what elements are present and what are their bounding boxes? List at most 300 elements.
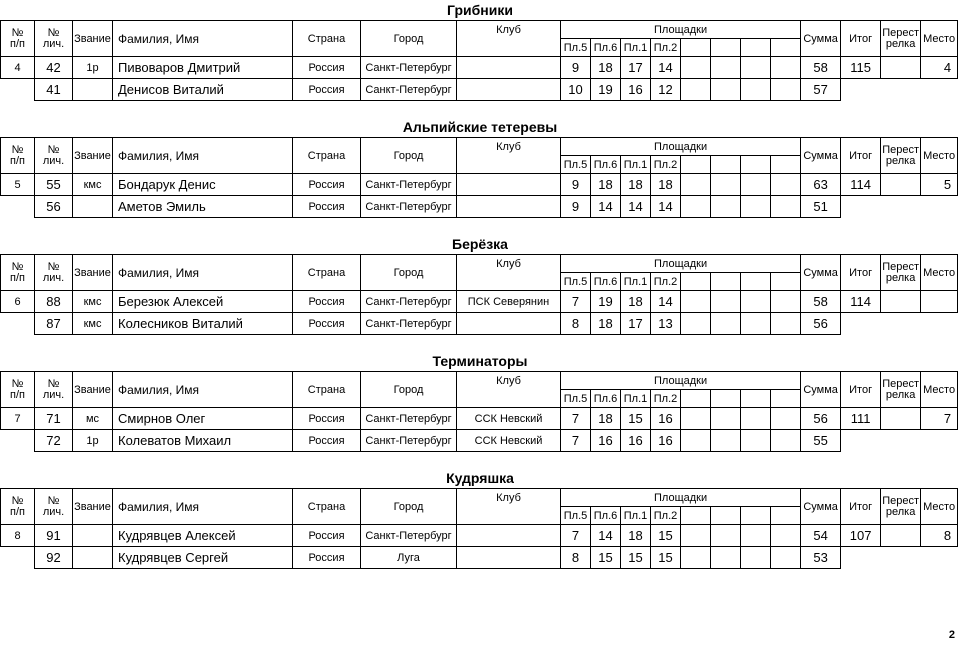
cell-empty [921, 547, 958, 569]
cell-score: 15 [621, 408, 651, 430]
header-line: п/п [10, 388, 25, 401]
cell-city: Санкт-Петербург [361, 313, 457, 335]
cell-sum: 63 [801, 174, 841, 196]
cell-num-empty [1, 547, 35, 569]
cell-score-empty [711, 174, 741, 196]
header-site-empty [771, 156, 801, 174]
team-table [0, 254, 958, 335]
cell-club [457, 525, 561, 547]
cell-score: 9 [561, 174, 591, 196]
header-line: п/п [10, 37, 25, 50]
header-rank: Звание [73, 138, 113, 174]
cell-city: Санкт-Петербург [361, 57, 457, 79]
table-row [1, 547, 958, 569]
cell-score: 15 [621, 547, 651, 569]
header-num [1, 138, 35, 174]
cell-score-empty [771, 313, 801, 335]
header-rerun [881, 21, 921, 57]
cell-score: 7 [561, 291, 591, 313]
cell-rank [73, 196, 113, 218]
cell-place: 8 [921, 525, 958, 547]
header-site-col: Пл.2 [651, 390, 681, 408]
team-block [0, 0, 960, 101]
cell-country: Россия [293, 174, 361, 196]
cell-num-empty [1, 196, 35, 218]
header-line: № [47, 26, 60, 39]
cell-empty [881, 430, 921, 452]
cell-sum: 58 [801, 57, 841, 79]
cell-empty [841, 79, 881, 101]
header-sites: Площадки [561, 21, 801, 39]
cell-score-empty [741, 79, 771, 101]
cell-lic: 87 [35, 313, 73, 335]
header-rank: Звание [73, 255, 113, 291]
header-line: лич. [42, 388, 65, 401]
cell-score-empty [741, 291, 771, 313]
cell-total: 114 [841, 291, 881, 313]
cell-score-empty [771, 79, 801, 101]
cell-club [457, 313, 561, 335]
header-site-empty [771, 507, 801, 525]
header-site-col: Пл.5 [561, 390, 591, 408]
cell-num: 7 [1, 408, 35, 430]
header-country: Страна [293, 21, 361, 57]
header-num [1, 21, 35, 57]
header-site-col: Пл.1 [621, 273, 651, 291]
cell-score: 12 [651, 79, 681, 101]
cell-name: Денисов Виталий [113, 79, 293, 101]
header-city: Город [361, 21, 457, 57]
cell-city: Санкт-Петербург [361, 79, 457, 101]
cell-lic: 72 [35, 430, 73, 452]
cell-score-empty [711, 430, 741, 452]
cell-score-empty [711, 291, 741, 313]
cell-lic: 88 [35, 291, 73, 313]
header-site-empty [741, 507, 771, 525]
cell-city: Санкт-Петербург [361, 174, 457, 196]
cell-club [457, 196, 561, 218]
cell-club [457, 57, 561, 79]
cell-sum: 53 [801, 547, 841, 569]
header-country: Страна [293, 372, 361, 408]
header-line: релка [885, 388, 916, 401]
cell-score: 14 [591, 196, 621, 218]
cell-empty [841, 196, 881, 218]
cell-name: Аметов Эмиль [113, 196, 293, 218]
cell-score-empty [711, 547, 741, 569]
team-title: Грибники [447, 2, 513, 18]
cell-rerun [881, 174, 921, 196]
cell-name: Смирнов Олег [113, 408, 293, 430]
cell-score: 16 [591, 430, 621, 452]
header-club: Клуб [457, 489, 561, 525]
header-line: № [47, 377, 60, 390]
header-country: Страна [293, 255, 361, 291]
header-rerun [881, 255, 921, 291]
cell-score: 18 [591, 408, 621, 430]
cell-name: Колесников Виталий [113, 313, 293, 335]
header-site-empty [681, 507, 711, 525]
cell-score-empty [711, 525, 741, 547]
header-city: Город [361, 255, 457, 291]
cell-country: Россия [293, 196, 361, 218]
header-rank: Звание [73, 21, 113, 57]
header-line: лич. [42, 37, 65, 50]
cell-score-empty [771, 57, 801, 79]
cell-score: 17 [621, 57, 651, 79]
header-site-col: Пл.2 [651, 39, 681, 57]
cell-score-empty [711, 196, 741, 218]
cell-score-empty [681, 547, 711, 569]
cell-name: Березюк Алексей [113, 291, 293, 313]
header-name: Фамилия, Имя [113, 138, 293, 174]
cell-score: 7 [561, 430, 591, 452]
cell-score-empty [741, 196, 771, 218]
table-row [1, 430, 958, 452]
cell-club: ПСК Северянин [457, 291, 561, 313]
cell-score-empty [771, 291, 801, 313]
header-line: релка [885, 37, 916, 50]
page-number: 2 [948, 629, 955, 641]
header-line: Перест [882, 377, 920, 390]
cell-total: 107 [841, 525, 881, 547]
header-line: № [47, 260, 60, 273]
header-site-col: Пл.2 [651, 507, 681, 525]
header-country: Страна [293, 489, 361, 525]
cell-score-empty [741, 408, 771, 430]
cell-score-empty [681, 313, 711, 335]
header-club: Клуб [457, 138, 561, 174]
cell-club: ССК Невский [457, 430, 561, 452]
cell-total: 115 [841, 57, 881, 79]
header-place: Место [921, 489, 958, 525]
cell-sum: 57 [801, 79, 841, 101]
cell-empty [921, 430, 958, 452]
header-sum: Сумма [801, 255, 841, 291]
cell-name: Бондарук Денис [113, 174, 293, 196]
table-row [1, 196, 958, 218]
cell-score-empty [681, 525, 711, 547]
cell-score-empty [741, 313, 771, 335]
cell-score: 18 [591, 313, 621, 335]
header-sum: Сумма [801, 372, 841, 408]
header-line: Перест [882, 26, 920, 39]
cell-score-empty [681, 430, 711, 452]
cell-score-empty [711, 313, 741, 335]
cell-score-empty [711, 408, 741, 430]
team-block [0, 234, 960, 335]
header-line: релка [885, 271, 916, 284]
cell-score: 15 [591, 547, 621, 569]
header-country: Страна [293, 138, 361, 174]
table-row [1, 291, 958, 313]
header-site-col: Пл.1 [621, 39, 651, 57]
cell-place [921, 291, 958, 313]
cell-score: 17 [621, 313, 651, 335]
header-site-empty [681, 39, 711, 57]
cell-city: Санкт-Петербург [361, 525, 457, 547]
header-place: Место [921, 372, 958, 408]
cell-score-empty [741, 174, 771, 196]
cell-name: Пивоваров Дмитрий [113, 57, 293, 79]
cell-rank: 1р [73, 430, 113, 452]
header-place: Место [921, 21, 958, 57]
cell-rank [73, 547, 113, 569]
cell-score: 16 [651, 408, 681, 430]
header-site-empty [711, 507, 741, 525]
header-site-col: Пл.5 [561, 39, 591, 57]
header-sites: Площадки [561, 138, 801, 156]
cell-lic: 55 [35, 174, 73, 196]
header-sum: Сумма [801, 21, 841, 57]
header-name: Фамилия, Имя [113, 255, 293, 291]
header-line: № [11, 143, 24, 156]
cell-lic: 91 [35, 525, 73, 547]
cell-lic: 56 [35, 196, 73, 218]
cell-score: 16 [621, 79, 651, 101]
cell-sum: 58 [801, 291, 841, 313]
cell-sum: 56 [801, 408, 841, 430]
cell-score: 9 [561, 57, 591, 79]
header-lic [35, 21, 73, 57]
header-site-col: Пл.1 [621, 156, 651, 174]
cell-empty [881, 196, 921, 218]
header-city: Город [361, 372, 457, 408]
header-total: Итог [841, 255, 881, 291]
header-city: Город [361, 138, 457, 174]
cell-empty [881, 547, 921, 569]
cell-score: 8 [561, 547, 591, 569]
cell-rank: 1р [73, 57, 113, 79]
header-line: Перест [882, 143, 920, 156]
team-block [0, 468, 960, 569]
cell-place: 7 [921, 408, 958, 430]
team-block [0, 351, 960, 452]
header-site-col: Пл.5 [561, 507, 591, 525]
cell-num: 8 [1, 525, 35, 547]
header-line: № [11, 260, 24, 273]
header-num [1, 489, 35, 525]
cell-score: 10 [561, 79, 591, 101]
header-line: п/п [10, 271, 25, 284]
header-total: Итог [841, 138, 881, 174]
team-table [0, 137, 958, 218]
cell-country: Россия [293, 408, 361, 430]
header-place: Место [921, 255, 958, 291]
cell-score: 9 [561, 196, 591, 218]
cell-total: 114 [841, 174, 881, 196]
cell-score-empty [741, 57, 771, 79]
cell-num-empty [1, 430, 35, 452]
team-table [0, 371, 958, 452]
header-site-empty [681, 156, 711, 174]
cell-score: 7 [561, 525, 591, 547]
cell-country: Россия [293, 547, 361, 569]
header-line: Перест [882, 260, 920, 273]
cell-empty [841, 313, 881, 335]
team-title: Кудряшка [446, 470, 514, 486]
header-rank: Звание [73, 372, 113, 408]
cell-score: 19 [591, 79, 621, 101]
cell-sum: 51 [801, 196, 841, 218]
team-table [0, 20, 958, 101]
cell-score: 18 [621, 291, 651, 313]
header-site-empty [741, 273, 771, 291]
header-club: Клуб [457, 372, 561, 408]
header-num [1, 255, 35, 291]
header-line: п/п [10, 505, 25, 518]
header-site-col: Пл.2 [651, 156, 681, 174]
cell-score: 16 [651, 430, 681, 452]
cell-score-empty [771, 547, 801, 569]
cell-empty [841, 430, 881, 452]
header-line: № [47, 494, 60, 507]
cell-score-empty [771, 408, 801, 430]
cell-country: Россия [293, 291, 361, 313]
cell-country: Россия [293, 525, 361, 547]
team-title: Альпийские тетеревы [402, 119, 558, 135]
cell-num: 4 [1, 57, 35, 79]
cell-country: Россия [293, 430, 361, 452]
header-lic [35, 489, 73, 525]
header-site-empty [771, 39, 801, 57]
header-site-empty [741, 39, 771, 57]
header-line: № [11, 377, 24, 390]
cell-sum: 54 [801, 525, 841, 547]
cell-lic: 42 [35, 57, 73, 79]
cell-club [457, 79, 561, 101]
cell-score-empty [741, 547, 771, 569]
cell-score-empty [771, 196, 801, 218]
header-rerun [881, 372, 921, 408]
table-row [1, 525, 958, 547]
cell-country: Россия [293, 79, 361, 101]
cell-empty [921, 79, 958, 101]
header-line: № [11, 494, 24, 507]
header-lic [35, 372, 73, 408]
cell-score: 18 [591, 174, 621, 196]
header-lic [35, 138, 73, 174]
team-title: Терминаторы [432, 353, 528, 369]
header-site-col: Пл.6 [591, 507, 621, 525]
cell-num-empty [1, 313, 35, 335]
cell-rank [73, 79, 113, 101]
header-club: Клуб [457, 255, 561, 291]
table-row [1, 57, 958, 79]
header-lic [35, 255, 73, 291]
cell-score: 14 [651, 57, 681, 79]
cell-score: 8 [561, 313, 591, 335]
header-site-col: Пл.5 [561, 156, 591, 174]
cell-lic: 92 [35, 547, 73, 569]
cell-num-empty [1, 79, 35, 101]
cell-lic: 41 [35, 79, 73, 101]
cell-score: 13 [651, 313, 681, 335]
cell-empty [881, 313, 921, 335]
header-site-col: Пл.6 [591, 39, 621, 57]
cell-lic: 71 [35, 408, 73, 430]
header-sum: Сумма [801, 138, 841, 174]
header-site-empty [771, 390, 801, 408]
cell-rank: кмс [73, 291, 113, 313]
cell-empty [921, 196, 958, 218]
header-rerun [881, 489, 921, 525]
header-sites: Площадки [561, 255, 801, 273]
cell-rerun [881, 57, 921, 79]
cell-score-empty [741, 430, 771, 452]
cell-score: 14 [591, 525, 621, 547]
header-site-empty [771, 273, 801, 291]
cell-score-empty [681, 196, 711, 218]
cell-city: Санкт-Петербург [361, 430, 457, 452]
header-line: п/п [10, 154, 25, 167]
table-row [1, 313, 958, 335]
cell-score: 18 [621, 174, 651, 196]
header-line: лич. [42, 154, 65, 167]
cell-country: Россия [293, 313, 361, 335]
cell-name: Кудрявцев Алексей [113, 525, 293, 547]
header-site-empty [711, 39, 741, 57]
cell-empty [841, 547, 881, 569]
cell-num: 5 [1, 174, 35, 196]
cell-score: 7 [561, 408, 591, 430]
cell-score-empty [681, 79, 711, 101]
cell-place: 5 [921, 174, 958, 196]
header-club: Клуб [457, 21, 561, 57]
cell-rank: кмс [73, 313, 113, 335]
cell-score-empty [681, 57, 711, 79]
cell-score: 14 [651, 291, 681, 313]
cell-score: 16 [621, 430, 651, 452]
cell-score-empty [771, 525, 801, 547]
cell-sum: 55 [801, 430, 841, 452]
team-block [0, 117, 960, 218]
cell-city: Санкт-Петербург [361, 196, 457, 218]
cell-score: 18 [591, 57, 621, 79]
header-total: Итог [841, 489, 881, 525]
cell-score: 14 [621, 196, 651, 218]
cell-city: Луга [361, 547, 457, 569]
header-site-empty [711, 390, 741, 408]
header-site-empty [681, 390, 711, 408]
header-name: Фамилия, Имя [113, 372, 293, 408]
header-line: № [11, 26, 24, 39]
header-line: Перест [882, 494, 920, 507]
cell-score-empty [681, 291, 711, 313]
header-site-col: Пл.2 [651, 273, 681, 291]
header-site-empty [741, 390, 771, 408]
cell-rerun [881, 408, 921, 430]
cell-score: 15 [651, 525, 681, 547]
cell-empty [881, 79, 921, 101]
header-site-col: Пл.6 [591, 390, 621, 408]
header-city: Город [361, 489, 457, 525]
cell-score-empty [771, 430, 801, 452]
header-site-col: Пл.5 [561, 273, 591, 291]
header-rank: Звание [73, 489, 113, 525]
cell-score-empty [711, 57, 741, 79]
header-site-col: Пл.6 [591, 156, 621, 174]
cell-name: Колеватов Михаил [113, 430, 293, 452]
table-row [1, 174, 958, 196]
header-line: релка [885, 154, 916, 167]
table-row [1, 408, 958, 430]
cell-place: 4 [921, 57, 958, 79]
cell-club: ССК Невский [457, 408, 561, 430]
header-site-col: Пл.6 [591, 273, 621, 291]
cell-score-empty [741, 525, 771, 547]
cell-empty [921, 313, 958, 335]
